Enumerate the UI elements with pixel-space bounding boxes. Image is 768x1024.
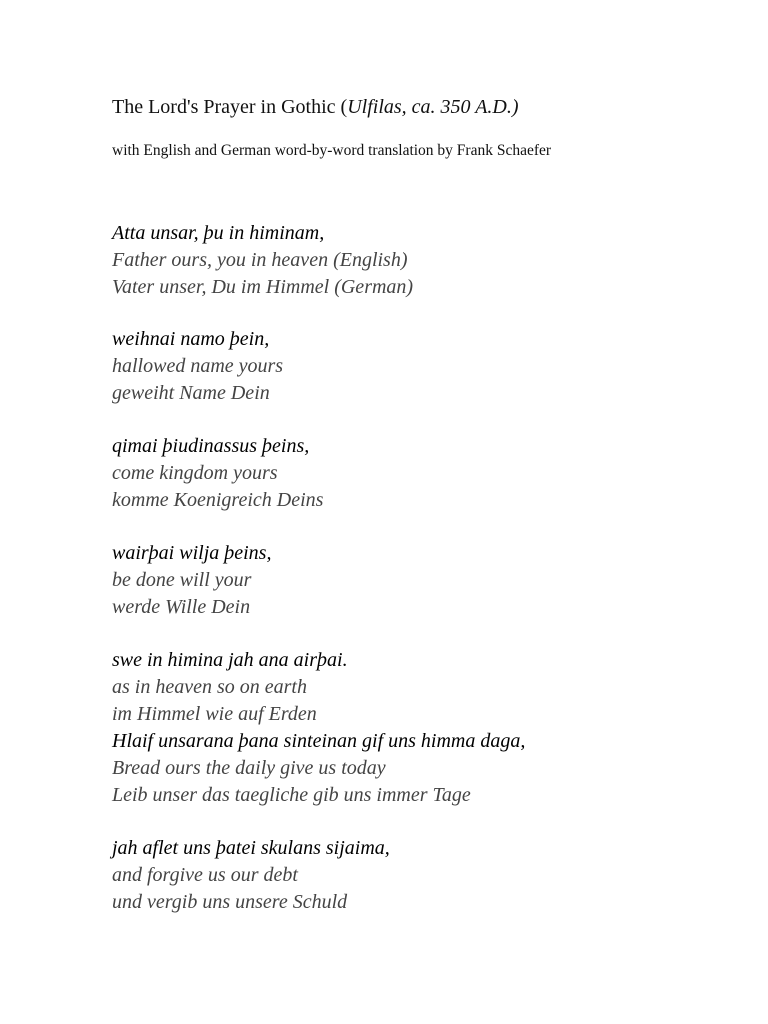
stanza-4 [112,540,752,621]
gothic-line: weihnai namo þein, [112,328,270,350]
german-line: geweiht Name Dein [112,382,270,404]
stanza-2 [112,326,752,407]
document-subtitle: with English and German word-by-word translation by Frank Schaefer [112,142,552,159]
stanza-1 [112,220,752,301]
gothic-line: Atta unsar, þu in himinam, [112,222,325,244]
german-line: Leib unser das taegliche gib uns immer Tage [112,784,471,806]
document-title [112,94,519,120]
gothic-line: wairþai wilja þeins, [112,542,272,564]
gothic-line: jah aflet uns þatei skulans sijaima, [112,837,390,859]
german-line: komme Koenigreich Deins [112,489,324,511]
german-line: und vergib uns unsere Schuld [112,891,348,913]
gothic-line: qimai þiudinassus þeins, [112,435,310,457]
german-line: Vater unser, Du im Himmel (German) [112,276,414,298]
gothic-line: Hlaif unsarana þana sinteinan gif uns himma daga, [112,730,526,752]
title-attribution: Ulfilas, ca. 350 A.D.) [347,96,519,118]
english-line: hallowed name yours [112,355,284,377]
german-line: werde Wille Dein [112,596,251,618]
english-line: Bread ours the daily give us today [112,757,386,779]
english-line: as in heaven so on earth [112,676,307,698]
stanza-7 [112,835,752,916]
stanza-3 [112,433,752,514]
english-line: and forgive us our debt [112,864,298,886]
english-line: be done will your [112,569,252,591]
german-line: im Himmel wie auf Erden [112,703,317,725]
gothic-line: swe in himina jah ana airþai. [112,649,348,671]
title-main: The Lord's Prayer in Gothic ( [112,96,348,118]
english-line: come kingdom yours [112,462,278,484]
stanza-6 [112,728,752,809]
english-line: Father ours, you in heaven (English) [112,249,408,271]
stanza-5 [112,647,752,728]
